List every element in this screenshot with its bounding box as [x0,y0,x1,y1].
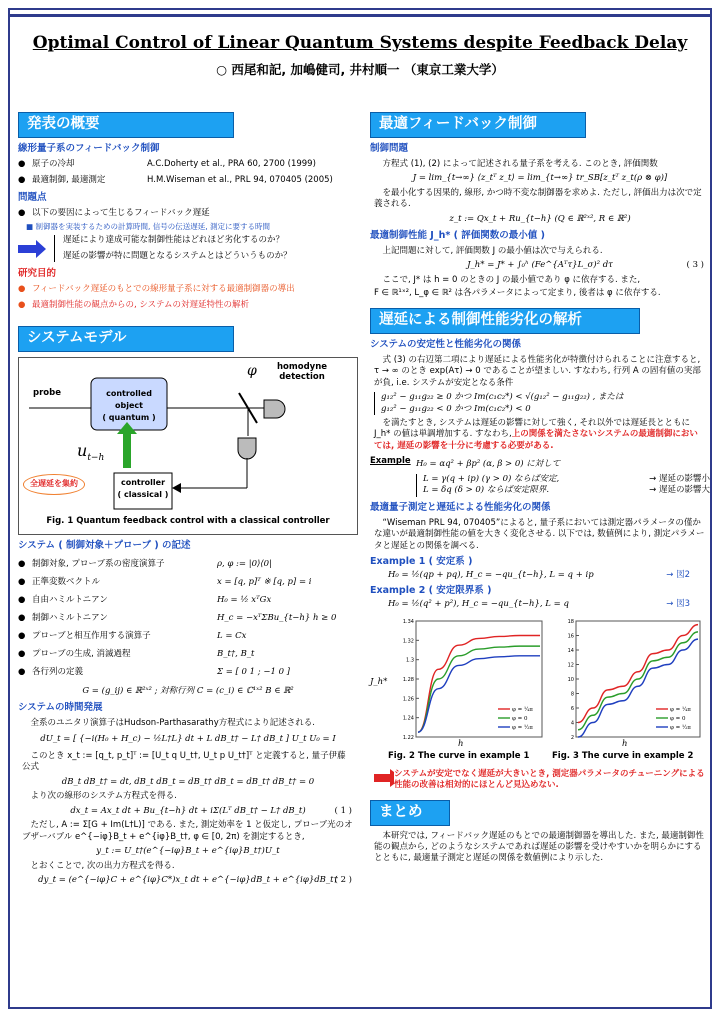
legend-label: φ = ¼π [670,706,691,713]
figure-1-diagram [19,358,357,536]
y-tick-label: 1.3 [406,657,414,664]
section-overview-heading: 発表の概要 [18,112,234,138]
y-tick-label: 1.28 [402,676,414,683]
def-row: ● 制御対象, プローブ系の密度演算子 ρ, φ := |0⟩⟨0| [18,558,272,569]
ref-row: ● 最適制御, 最適測定 H.M.Wiseman et al., PRL 94, 070405 (2005) [18,175,333,186]
y-tick-label: 4 [570,720,574,727]
authors: ○ 西尾和記, 加嶋健司, 井村順一 （東京工業大学） [216,62,504,77]
legend-label: φ = 0 [670,715,686,722]
eq-1: dx_t = Ax_t dt + Bu_{t−h} dt + iΣ(Lᵀ dB_t† − L† dB_t) ( 1 ) [70,805,352,816]
conclusion-note: システムが安定でなく遅延が大きいとき, 測定器パラメータのチューニングによる性能の改善は相対的にほとんど見込めない. [370,769,710,792]
total-delay-badge: 全遅延を集約 [23,474,85,495]
optimal-performance-heading: 最適制御性能 J_h* ( 評価関数の最小値 ) [370,230,545,242]
eq-J: J = lim_{t→∞} ⟨z_tᵀ z_t⟩ = lim_{t→∞} tr_SB[z_tᵀ z_t(ρ ⊗ φ)] [412,173,668,184]
u-label: $u_{t-h}$ [77,440,105,464]
goal-2: 最適制御性能の観点からの, システムの対遅延特性の解析 [32,300,250,311]
question-2: 遅延の影響が特に問題となるシステムとはどういうものか？ [63,250,292,261]
figure-1-caption: Fig. 1 Quantum feedback control with a classical controller [46,515,330,526]
top-rule [8,14,712,17]
legend-label: φ = 0 [512,715,528,722]
controlled-object: controlled object ( quantum ) [102,388,156,422]
y-tick-label: 2 [570,734,574,741]
stability-heading: システムの安定性と性能劣化の関係 [370,338,522,350]
y-tick-label: 10 [567,676,574,683]
legend-label: φ = ½π [670,724,691,731]
questions [18,235,358,262]
fig2-xlabel: h [458,738,464,749]
overview-sub1: 線形量子系のフィードバック制御 [18,143,160,154]
optimal-p2: を最小化する因果的, 線形, かつ時不変な制御器を求めよ. ただし, 評価出力は次で定義される. [374,187,702,210]
measurement-heading: 最適量子測定と遅延による性能劣化の関係 [370,501,551,513]
y-tick-label: 18 [567,618,574,625]
example-1-ref: → 図2 [666,569,690,580]
y-tick-label: 14 [567,647,574,654]
right-column [370,112,710,867]
goal-heading: 研究目的 [18,268,57,280]
example-2-heading: Example 2 ( 安定限界系 ) [370,585,492,597]
ref-row: ● 原子の冷却 A.C.Doherty et al., PRA 60, 2700 (1999) [18,158,316,169]
problem-text: 以下の要因によって生じるフィードバック遅延 [32,207,210,218]
ito-formula: dB_t dB_t† = dt, dB_t dB_t = dB_t† dB_t = dB_t† dB_t† = 0 [61,776,315,787]
fig2-ylabel: J_h* [370,676,388,687]
example-2-eq: H₀ = ½(q² + p²), H_c = −qu_{t−h}, L = q [388,599,569,610]
section-model-heading: システムモデル [18,326,234,352]
system-desc-heading: システム ( 制御対象＋プローブ ) の記述 [18,539,191,551]
def-row: ● 自由ハミルトニアン H₀ = ½ xᵀGx [18,594,272,605]
figures-2-3 [370,615,710,765]
def-row: ● プローブと相互作用する演算子 L = Cx [18,630,247,641]
put-text: とおくことで, 次の出力方程式を得る. [30,860,175,871]
optimal-p3: 上記問題に対して, 評価関数 J の最小値は次で与えられる. [382,245,603,256]
optimal-p5: F ∈ ℝ¹ˣ², L_φ ∈ ℝ² は各パラメータによって定まり, 後者は φ に依存する. [374,288,661,299]
section-summary-heading: まとめ [370,800,450,826]
y-tick-label: 1.26 [402,695,414,702]
overview-sub2: 問題点 [18,191,47,203]
example-2-ref: → 図3 [666,599,690,610]
control-problem-heading: 制御問題 [370,143,409,154]
eq-2: dy_t = (e^{−iφ}C + e^{iφ}C*)x_t dt + e^{−iφ}dB_t + e^{iφ}dB_t† ( 2 ) [38,875,352,886]
arrow-right-icon [370,769,394,787]
eq-yt: y_t := U_t†(e^{−iφ}B_t + e^{iφ}B_t†)U_t [96,846,280,857]
optimal-p1: 方程式 (1), (2) によって記述される量子系を考える. このとき, 評価関数 [382,158,658,169]
delay-p3: “Wiseman PRL 94, 070405”によると, 量子系においては測定器パラメータの僅かな違いが最適制御性能の値を大きく変化させる. 以下では, 数値例により, 測定パラメータと遅延との関係を調べる. [374,517,705,551]
y-tick-label: 6 [570,705,574,712]
figure-3-chart [552,615,704,743]
ito-intro: このとき x_t := [q_t, p_t]ᵀ := [U_t q U_t†, U_t p U_t†]ᵀ と定義すると, 量子伊藤公式 [22,750,346,773]
y-tick-label: 8 [570,691,574,698]
matrix-definitions: G = (g_ij) ∈ ℝ²ˣ² ; 対称行列 C = (c_i) ∈ ℂ¹ˣ² B ∈ ℝ² [82,685,294,696]
def-row: ● プローブの生成, 消滅過程 B_t†, B_t [18,648,255,659]
question-1: 遅延により達成可能な制御性能はどれほど劣化するのか？ [63,235,285,246]
time-intro: 全系のユニタリ演算子はHudson-Parthasarathy方程式により記述される. [30,717,315,728]
example-1-heading: Example 1 ( 安定系 ) [370,556,473,568]
eq-hudson-parthasarathy: dU_t = [ {−i(H₀ + H_c) − ½L†L} dt + L dB_t† − L† dB_t ] U_t U₀ = I [40,734,336,745]
y-tick-label: 1.24 [402,715,414,722]
phi-label: φ [247,362,257,379]
legend-label: φ = ½π [512,724,533,731]
figure-2-chart [392,615,546,743]
arrow-right-icon [18,240,48,258]
y-tick-label: 1.34 [402,618,414,625]
delay-p2: を満たすとき, システムは遅延の影響に対して強く, それ以外では遅延長とともに J_h* の値は単調増加する. すなわち,上の関係を満たさないシステムの最適制御においては, 遅延の影響を十分に考慮する必要がある. [374,418,698,451]
delay-p1: 式 (3) の右辺第二項により遅延による性能劣化が特徴付けられることに注意すると, τ → ∞ のとき exp(Aτ) → 0 であることが望ましい. すなわち, 行列 A の固有値の実部が負, i.e. システムが安定となる条件 [374,354,701,388]
summary-text: 本研究では, フィードバック遅延のもとでの最適制御器を導出した. また, 最適制御性能の観点から, どのようなシステムであれば遅延の影響を受けやすいかを明らかにするとともに, 最適量子測定と遅延の関係を数値例により示した. [374,830,704,864]
def-row: ● 制御ハミルトニアン H_c = −xᵀΣBu_{t−h} h ≥ 0 [18,612,337,623]
y-tick-label: 12 [567,662,574,669]
eq-3: J_h* = J* + ∫₀ʰ (Fe^{Aᵀτ}L_σ)² dτ ( 3 ) [467,260,704,271]
homodyne-label: homodyne detection [277,361,328,383]
fig3-caption: Fig. 3 The curve in example 2 [552,750,694,761]
y-tick-label: 16 [567,633,574,640]
def-row: ● 各行列の定義 Σ = [ 0 1 ; −1 0 ] [18,666,290,677]
fig3-xlabel: h [622,738,628,749]
example-1-eq: H₀ = ½(qp + pq), H_c = −qu_{t−h}, L = q + ip [388,569,594,580]
stability-example: Example H₀ = αq² + βp² (α, β > 0) に対して L = γ(q + ip) (γ > 0) ならば安定, → 遅延の影響小 L = δq (δ > 0) ならば安定限界. → 遅延の影響大 [370,456,710,496]
eq-z: z_t := Qx_t + Ru_{t−h} (Q ∈ ℝ²ˣ², R ∈ ℝ²) [449,213,631,224]
optimal-p4: ここで, J* は h = 0 のときの J の最小値であり φ に依存する. また, [382,274,641,285]
time-evolution-heading: システムの時間発展 [18,702,103,714]
where-text: ただし, A := Σ[G + Im(L†L)] である. また, 測定効率を 1 と仮定し, プローブ光のオブザーバブル e^{−iφ}B_t + e^{iφ}B_t†, φ ∈ [0, 2π) を測定するとき, [22,820,353,842]
goal-1: フィードバック遅延のもとでの線形量子系に対する最適制御器の導出 [32,283,295,294]
section-optimal-heading: 最適フィードバック制御 [370,112,586,138]
fig2-caption: Fig. 2 The curve in example 1 [388,750,530,761]
linear-intro: より次の線形のシステム方程式を得る. [30,791,177,802]
left-column: 発表の概要 線形量子系のフィードバック制御 ● 原子の冷却 A.C.Doherty et al., PRA 60, 2700 (1999) ● 最適制御, 最適測定 H.M.Wiseman et al., PRL 94, 070405 (2005) 問題点 ● 以下の要因によって生じるフィードバック遅延 ■ 制御器を実装するための計算時間, 信号の伝送遅延, 測定に要する時間 遅延により達成可能な制御性能はどれほど劣化するのか？ 遅延の影響が特に問題となるシステムとはどういうものか？ 研究目的 ● フィードバック遅延のもとでの線形量子系に対する最適制御器の導出 ● 最適制御性能の観点からの, システムの対遅延特性の解析 システムモデル φ homodyne detection probe controlled object ( quantum ) $u_{t-h}$ controller ( classical ) 全遅延を集約 Fig. 1 Quantum feedback control with a classical controller システム ( 制御対象＋プローブ ) の記述 ● 制御対象, プローブ系の密度演算子 ρ, φ := |0⟩⟨0| ● 正準変数ベクトル x = [q, p]ᵀ ※ [q, p] = i ● 自由ハミルトニアン H₀ = ½ xᵀGx ● 制御ハミルトニアン H_c = −xᵀΣBu_{t−h} h ≥ 0 ● プローブと相互作用する演算子 L = Cx ● プローブの生成, 消滅過程 B_t†, B_t ● 各行列の定義 Σ = [ 0 1 ; −1 0 ] G = (g_ij) ∈ ℝ²ˣ² ; 対称行列 C = (c_i) ∈ ℂ¹ˣ² B ∈ ℝ² システムの時間発展 全系のユニタリ演算子はHudson-Parthasarathy方程式により記述される. dU_t = [ {−i(H₀ + H_c) − ½L†L} dt + L dB_t† − L† dB_t ] U_t U₀ = I このとき x_t := [q_t, p_t]ᵀ := [U_t q U_t†, U_t p U_t†]ᵀ と定義すると, 量子伊藤公式 dB_t dB_t† = dt, dB_t dB_t = dB_t† dB_t = dB_t† dB_t† = 0 より次の線形のシステム方程式を得る. dx_t = Ax_t dt + Bu_{t−h} dt + iΣ(Lᵀ dB_t† − L† dB_t) ( 1 ) ただし, A := Σ[G + Im(L†L)] である. また, 測定効率を 1 と仮定し, プローブ光のオブザーバブル e^{−iφ}B_t + e^{iφ}B_t†, φ ∈ [0, 2π) を測定するとき, y_t := U_t†(e^{−iφ}B_t + e^{iφ}B_t†)U_t とおくことで, 次の出力方程式を得る. dy_t = (e^{−iφ}C + e^{iφ}C*)x_t dt + e^{−iφ}dB_t + e^{iφ}dB_t† ( 2 ) [18,112,358,890]
legend-label: φ = ¼π [512,706,533,713]
controller-block: controller ( classical ) [117,477,169,499]
figure-1 [18,357,358,535]
y-tick-label: 1.32 [402,637,414,644]
stability-conditions: g₁₂² − g₁₁g₂₂ ≥ 0 かつ Im(c₁c₂*) < √(g₁₂² − g₁₁g₂₂) , または g₁₂² − g₁₁g₂₂ < 0 かつ Im(c₁c₂*) < 0 [374,392,710,415]
poster-title: Optimal Control of Linear Quantum Systems despite Feedback Delay [32,33,688,53]
probe-label: probe [33,387,61,398]
y-tick-label: 1.22 [402,734,414,741]
def-row: ● 正準変数ベクトル x = [q, p]ᵀ ※ [q, p] = i [18,576,312,587]
problem-detail: ■ 制御器を実装するための計算時間, 信号の伝送遅延, 測定に要する時間 [26,222,271,232]
section-delay-heading: 遅延による制御性能劣化の解析 [370,308,640,334]
